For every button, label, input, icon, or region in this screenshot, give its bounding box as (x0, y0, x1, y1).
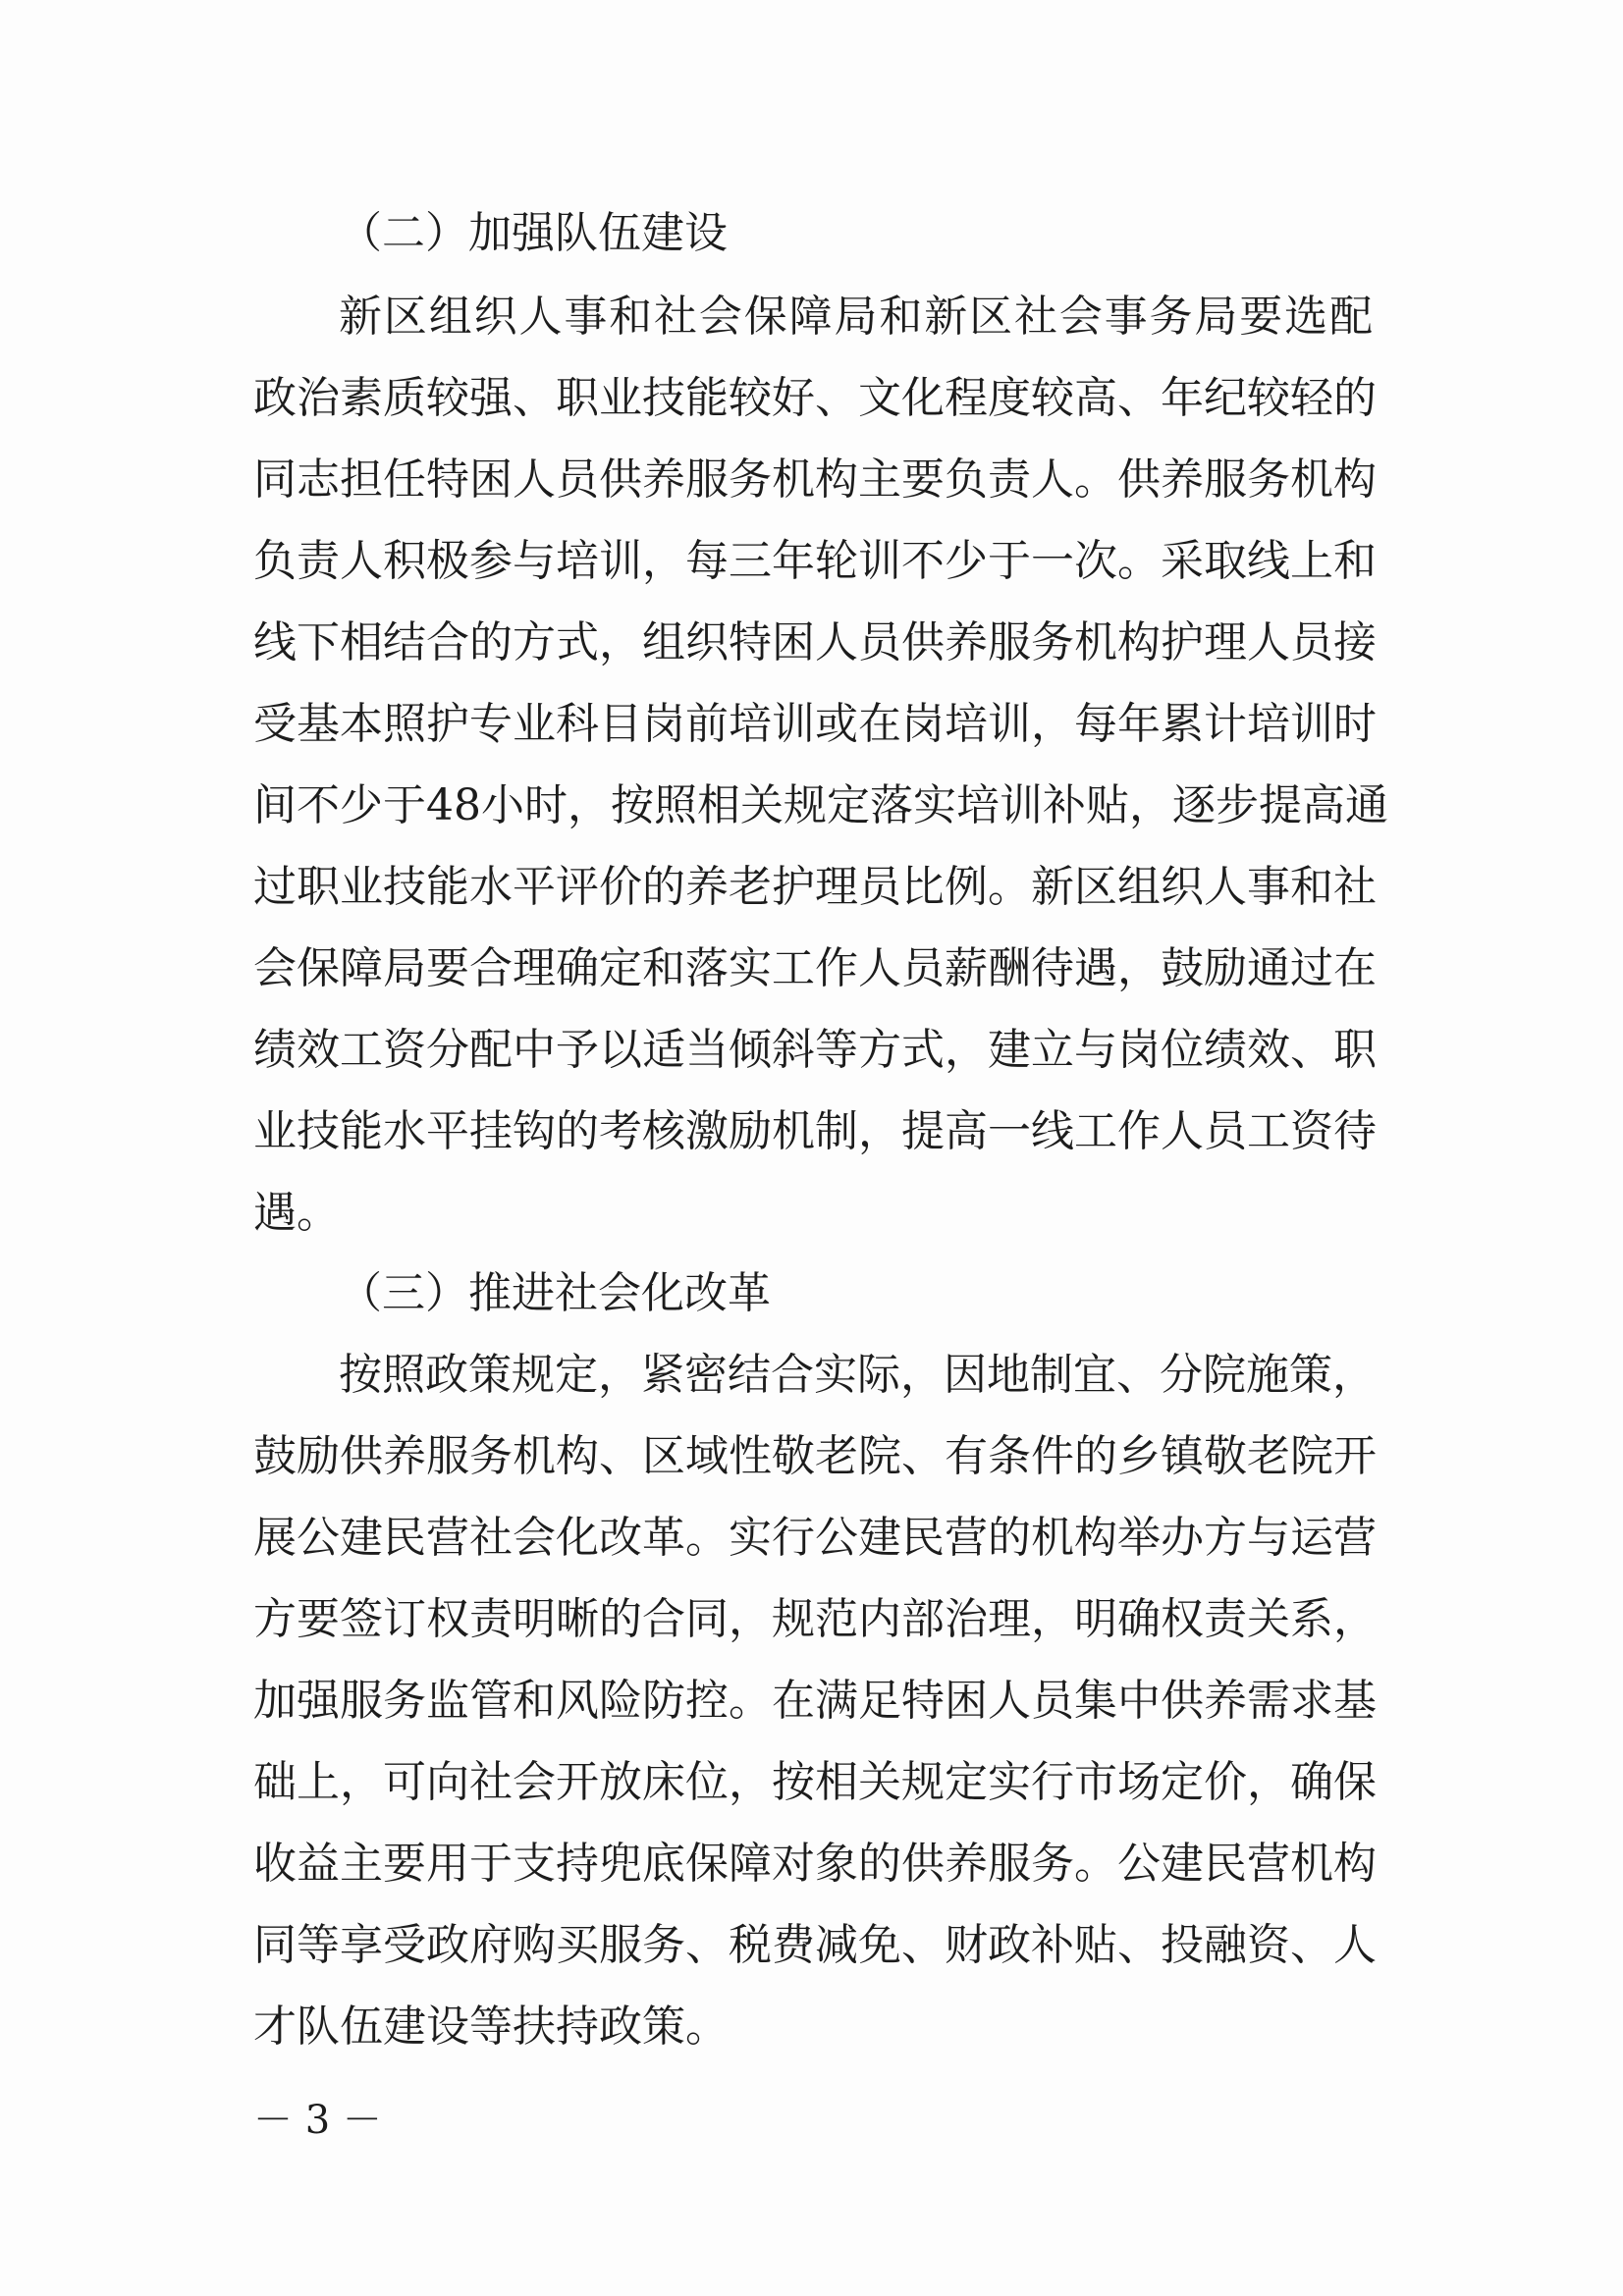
page-number: － 3 － (253, 2098, 382, 2143)
paragraph-line: 按照政策规定，紧密结合实际，因地制宜、分院施策， (339, 1350, 1376, 1400)
section-heading-2: （二）加强队伍建设 (339, 208, 728, 258)
paragraph-line: 会保障局要合理确定和落实工作人员薪酬待遇，鼓励通过在 (253, 943, 1377, 993)
paragraph-line: 新区组织人事和社会保障局和新区社会事务局要选配 (339, 292, 1373, 342)
paragraph-line: 间不少于48小时，按照相关规定落实培训补贴，逐步提高通 (253, 780, 1388, 830)
paragraph-line: 受基本照护专业科目岗前培训或在岗培训，每年累计培训时 (253, 699, 1377, 749)
paragraph-line: 展公建民营社会化改革。实行公建民营的机构举办方与运营 (253, 1513, 1377, 1563)
paragraph-line: 同等享受政府购买服务、税费减免、财政补贴、投融资、人 (253, 1920, 1377, 1970)
paragraph-line: 收益主要用于支持兜底保障对象的供养服务。公建民营机构 (253, 1839, 1377, 1889)
paragraph-line: 才队伍建设等扶持政策。 (253, 2002, 729, 2052)
section-heading-3: （三）推进社会化改革 (339, 1268, 771, 1318)
paragraph-line: 政治素质较强、职业技能较好、文化程度较高、年纪较轻的 (253, 373, 1377, 423)
paragraph-line: 过职业技能水平评价的养老护理员比例。新区组织人事和社 (253, 862, 1377, 912)
paragraph-line: 础上，可向社会开放床位，按相关规定实行市场定价，确保 (253, 1757, 1377, 1807)
paragraph-line: 加强服务监管和风险防控。在满足特困人员集中供养需求基 (253, 1676, 1377, 1726)
paragraph-line: 线下相结合的方式，组织特困人员供养服务机构护理人员接 (253, 617, 1377, 667)
paragraph-line: 同志担任特困人员供养服务机构主要负责人。供养服务机构 (253, 454, 1377, 505)
paragraph-line: 业技能水平挂钩的考核激励机制，提高一线工作人员工资待 (253, 1106, 1377, 1156)
paragraph-line: 遇。 (253, 1188, 340, 1238)
paragraph-line: 方要签订权责明晰的合同，规范内部治理，明确权责关系， (253, 1594, 1377, 1644)
paragraph-line: 绩效工资分配中予以适当倾斜等方式，建立与岗位绩效、职 (253, 1025, 1377, 1075)
paragraph-line: 负责人积极参与培训，每三年轮训不少于一次。采取线上和 (253, 536, 1377, 586)
paragraph-line: 鼓励供养服务机构、区域性敬老院、有条件的乡镇敬老院开 (253, 1431, 1377, 1481)
